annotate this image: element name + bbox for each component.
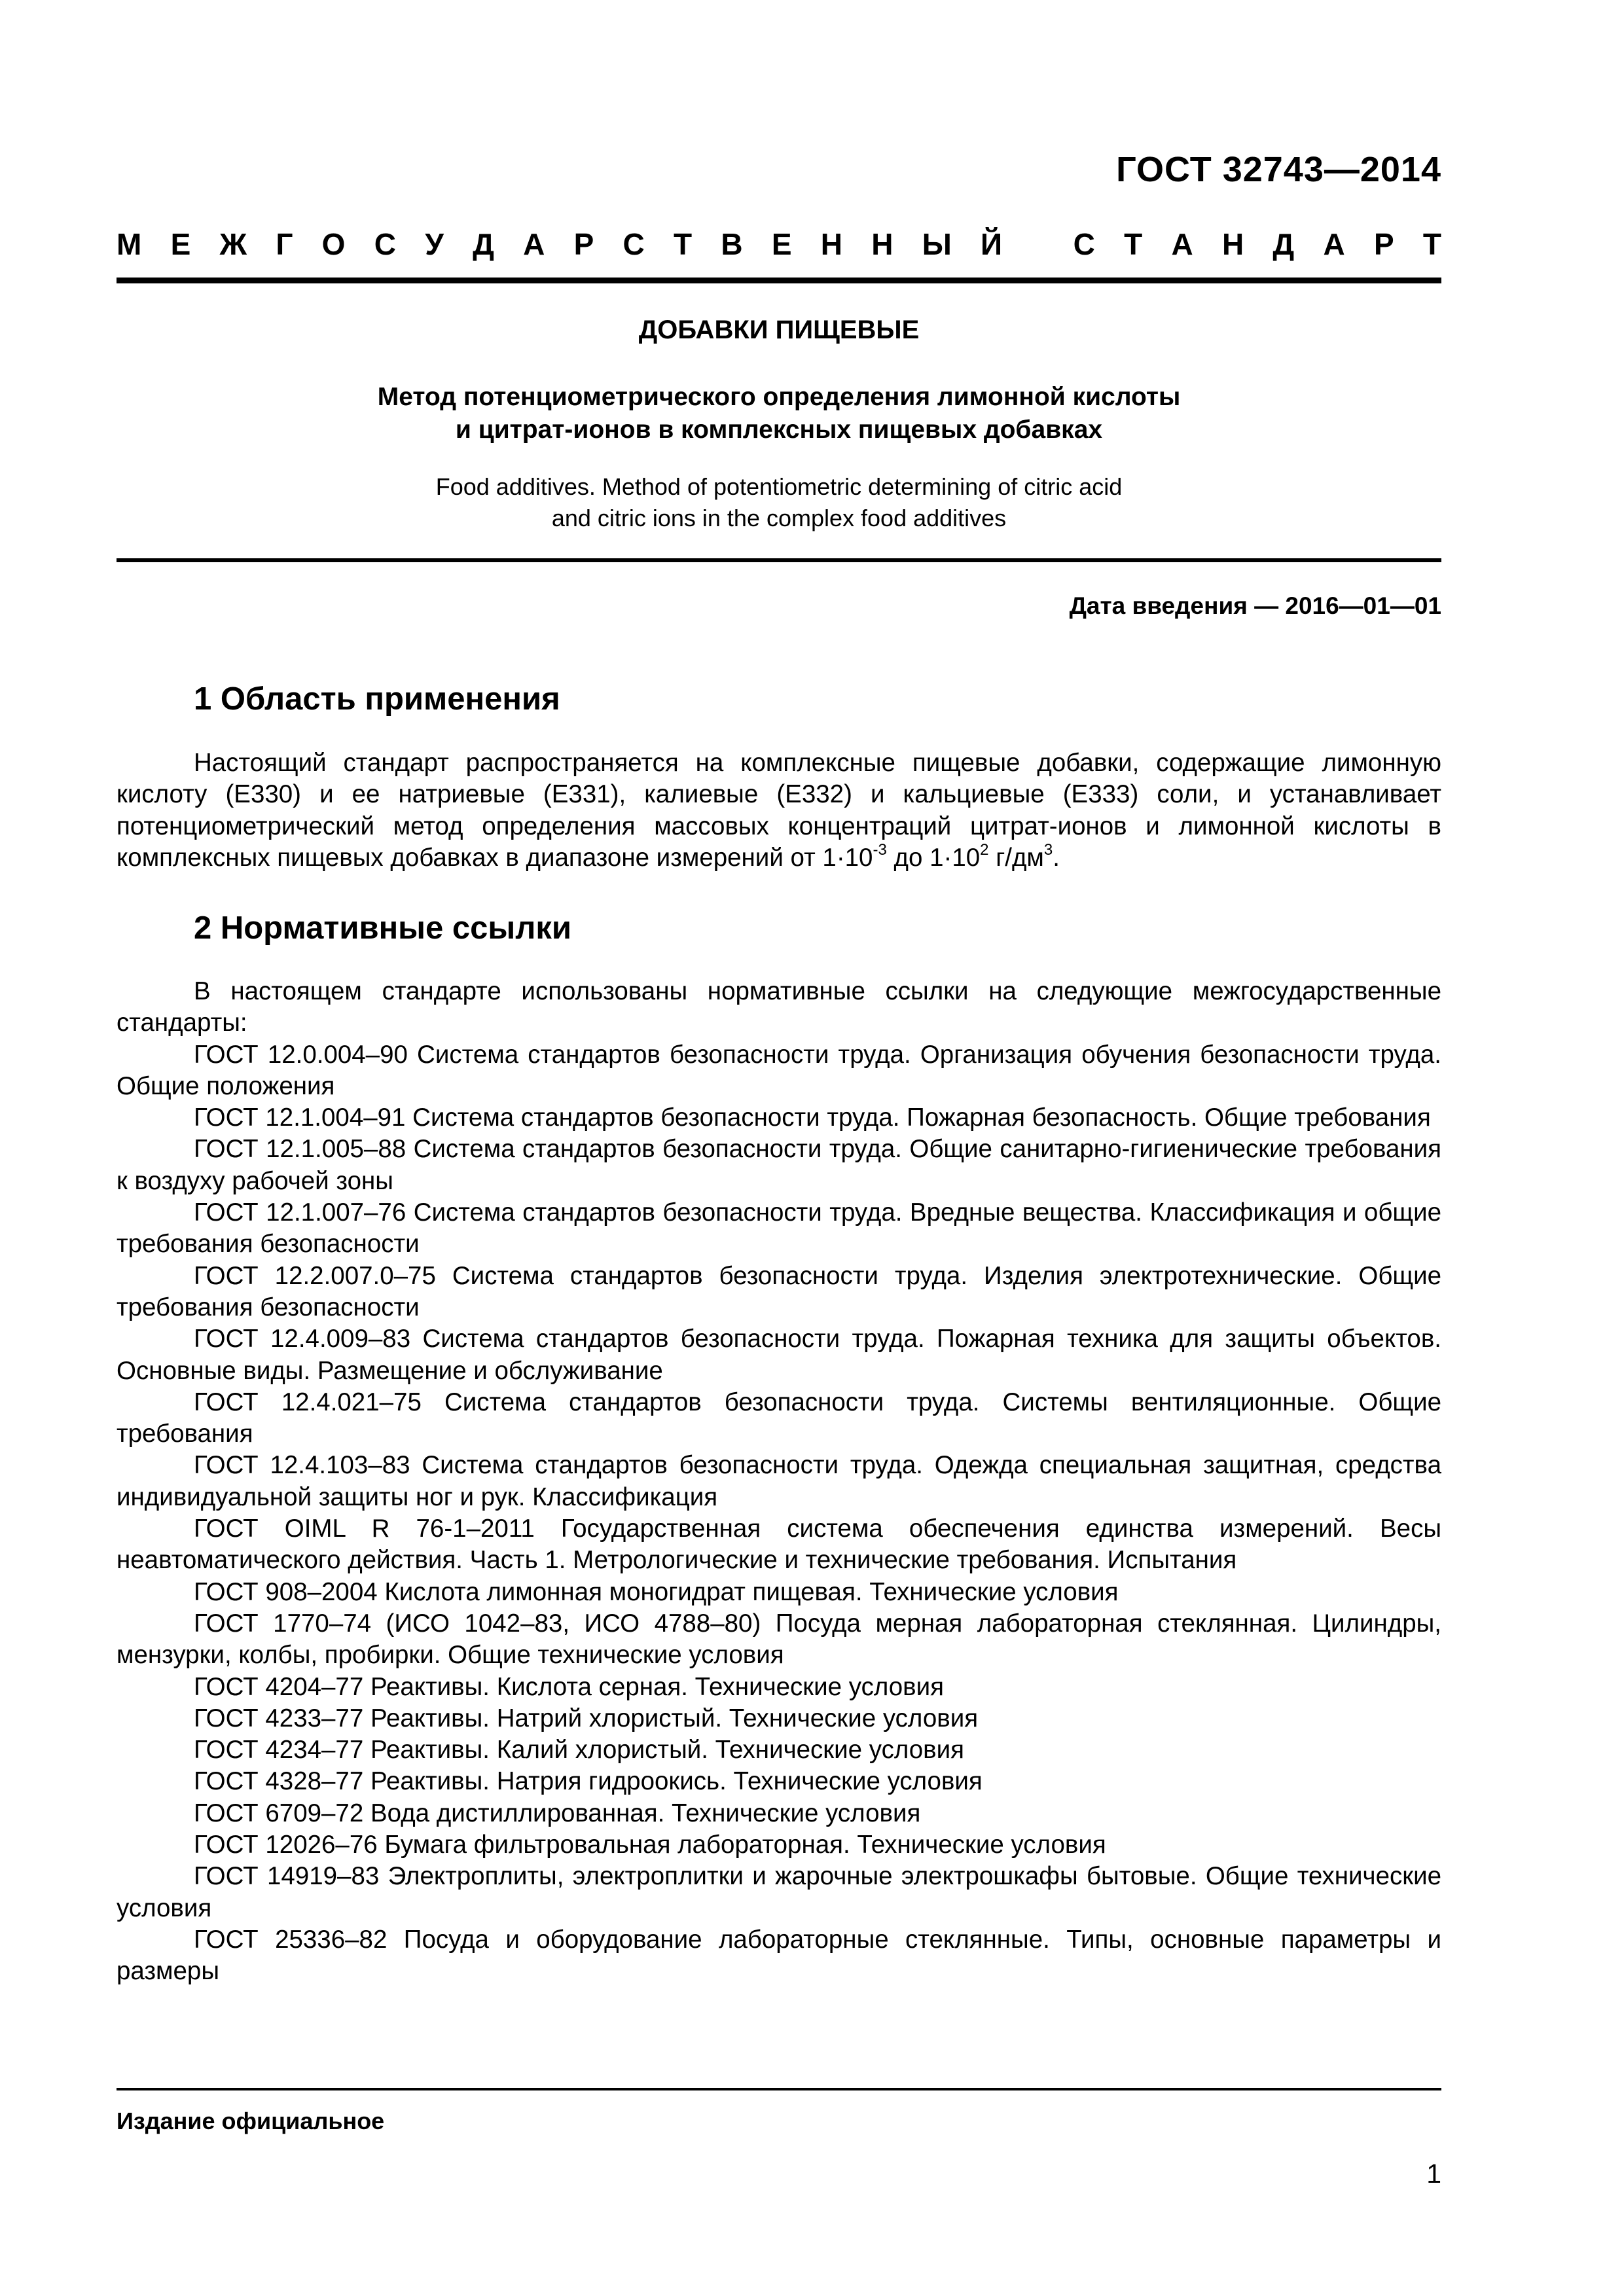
banner-letter: А	[1171, 227, 1193, 261]
subtitle-en-line-1: Food additives. Method of potentiometric determining of citric acid	[435, 473, 1123, 500]
subtitle-ru-line-2: и цитрат-ионов в комплексных пищевых добавках	[455, 416, 1103, 444]
banner-letter: Т	[1124, 227, 1143, 261]
title-rule	[117, 558, 1441, 562]
banner-letter: А	[1323, 227, 1345, 261]
banner-letter: Т	[1422, 227, 1441, 261]
header-rule	[117, 278, 1441, 283]
reference-item: ГОСТ 12.4.021–75 Система стандартов безопасности труда. Системы вентиляционные. Общие требования	[117, 1388, 1441, 1448]
banner-letter: С	[1073, 227, 1095, 261]
banner-letter: Г	[276, 227, 293, 261]
reference-item: ГОСТ 908–2004 Кислота лимонная моногидрат пищевая. Технические условия	[194, 1577, 1119, 1606]
document-title: ДОБАВКИ ПИЩЕВЫЕ	[638, 315, 920, 344]
subtitle-ru-line-1: Метод потенциометрического определения лимонной кислоты	[377, 383, 1181, 411]
banner-letter: Т	[674, 227, 693, 261]
subtitle-en-line-2: and citric ions in the complex food additives	[551, 505, 1007, 531]
banner-letter: А	[523, 227, 545, 261]
banner-letter	[1031, 226, 1044, 262]
reference-item: ГОСТ 12.0.004–90 Система стандартов безопасности труда. Организация обучения безопасности труда. Общие положения	[117, 1040, 1441, 1100]
banner-letter: Д	[473, 227, 494, 261]
banner-letter: С	[374, 227, 396, 261]
exponent-2: 2	[980, 841, 989, 859]
references-list	[117, 1039, 1441, 1988]
section-2-text	[117, 976, 1441, 1988]
reference-item: ГОСТ 12026–76 Бумага фильтровальная лабораторная. Технические условия	[194, 1831, 1106, 1859]
reference-item: ГОСТ 4328–77 Реактивы. Натрия гидроокись. Технические условия	[194, 1767, 983, 1796]
subtitle-russian	[117, 381, 1441, 446]
reference-item: ГОСТ 4234–77 Реактивы. Калий хлористый. Технические условия	[194, 1736, 964, 1765]
scope-text-4: .	[1053, 843, 1060, 872]
scope-text-2: до 1·10	[886, 843, 981, 872]
reference-item: ГОСТ 25336–82 Посуда и оборудование лабораторные стеклянные. Типы, основные параметры и размеры	[117, 1925, 1441, 1986]
introduction-date: Дата введения — 2016—01—01	[1069, 592, 1441, 619]
reference-item: ГОСТ 12.1.007–76 Система стандартов безопасности труда. Вредные вещества. Классификация и общие требования безопасности	[117, 1198, 1441, 1259]
banner-letter: Ы	[922, 227, 952, 261]
footer-rule	[117, 2088, 1441, 2090]
page-number: 1	[1426, 2159, 1441, 2189]
reference-item: ГОСТ 6709–72 Вода дистиллированная. Технические условия	[194, 1799, 921, 1827]
banner-letter: Н	[1221, 227, 1244, 261]
banner-letter: Й	[981, 227, 1003, 261]
subtitle-english	[117, 471, 1441, 534]
references-intro: В настоящем стандарте использованы нормативные ссылки на следующие межгосударственные стандарты:	[117, 977, 1441, 1037]
edition-label: Издание официальное	[117, 2108, 385, 2134]
interstate-standard-banner	[117, 226, 1441, 262]
reference-item: ГОСТ 12.1.004–91 Система стандартов безопасности труда. Пожарная безопасность. Общие требования	[194, 1103, 1431, 1132]
banner-letter: О	[321, 227, 346, 261]
scope-text-1: Настоящий стандарт распространяется на комплексные пищевые добавки, содержащие лимонную кислоту (Е330) и ее натриевые (Е331), калиевые (Е332) и кальциевые (Е333) соли, и устанавливает потенциометрический метод определения массовых концентраций цитрат-ионов и лимонной кислоты в комплексных пищевых добавках в диапазоне измерений от 1·10	[117, 749, 1441, 872]
exponent-1: -3	[873, 841, 887, 859]
banner-letter: М	[117, 227, 142, 261]
section-1-text	[117, 747, 1441, 874]
reference-item: ГОСТ 12.4.103–83 Система стандартов безопасности труда. Одежда специальная защитная, средства индивидуальной защиты ног и рук. Классификация	[117, 1451, 1441, 1511]
banner-letter: Д	[1272, 227, 1295, 261]
banner-letter: Р	[1373, 227, 1394, 261]
reference-item: ГОСТ 12.4.009–83 Система стандартов безопасности труда. Пожарная техника для защиты объектов. Основные виды. Размещение и обслуживание	[117, 1325, 1441, 1385]
banner-letter: Е	[771, 227, 792, 261]
banner-letter: Р	[573, 227, 594, 261]
gost-number: ГОСТ 32743—2014	[1116, 150, 1441, 189]
section-1-heading: 1 Область применения	[194, 681, 560, 717]
scope-text-3: г/дм	[988, 843, 1044, 872]
section-2-heading: 2 Нормативные ссылки	[194, 910, 571, 946]
reference-item: ГОСТ 4233–77 Реактивы. Натрий хлористый. Технические условия	[194, 1704, 979, 1732]
reference-item: ГОСТ 4204–77 Реактивы. Кислота серная. Технические условия	[194, 1672, 944, 1701]
reference-item: ГОСТ OIML R 76-1–2011 Государственная система обеспечения единства измерений. Весы неавтоматического действия. Часть 1. Метрологические и технические требования. Испытания	[117, 1515, 1441, 1575]
banner-letter: Н	[871, 227, 893, 261]
banner-letter: Е	[170, 227, 191, 261]
banner-letter: Н	[820, 227, 843, 261]
reference-item: ГОСТ 1770–74 (ИСО 1042–83, ИСО 4788–80) Посуда мерная лабораторная стеклянная. Цилиндры, мензурки, колбы, пробирки. Общие технические условия	[117, 1609, 1441, 1670]
exponent-3: 3	[1043, 841, 1053, 859]
banner-letter: У	[425, 227, 444, 261]
banner-letter: Ж	[219, 227, 247, 261]
banner-letter: С	[623, 227, 645, 261]
reference-item: ГОСТ 12.2.007.0–75 Система стандартов безопасности труда. Изделия электротехнические. Общие требования безопасности	[117, 1261, 1441, 1321]
banner-letter: В	[721, 227, 743, 261]
reference-item: ГОСТ 12.1.005–88 Система стандартов безопасности труда. Общие санитарно-гигиенические требования к воздуху рабочей зоны	[117, 1135, 1441, 1195]
reference-item: ГОСТ 14919–83 Электроплиты, электроплитки и жарочные электрошкафы бытовые. Общие технические условия	[117, 1862, 1441, 1922]
